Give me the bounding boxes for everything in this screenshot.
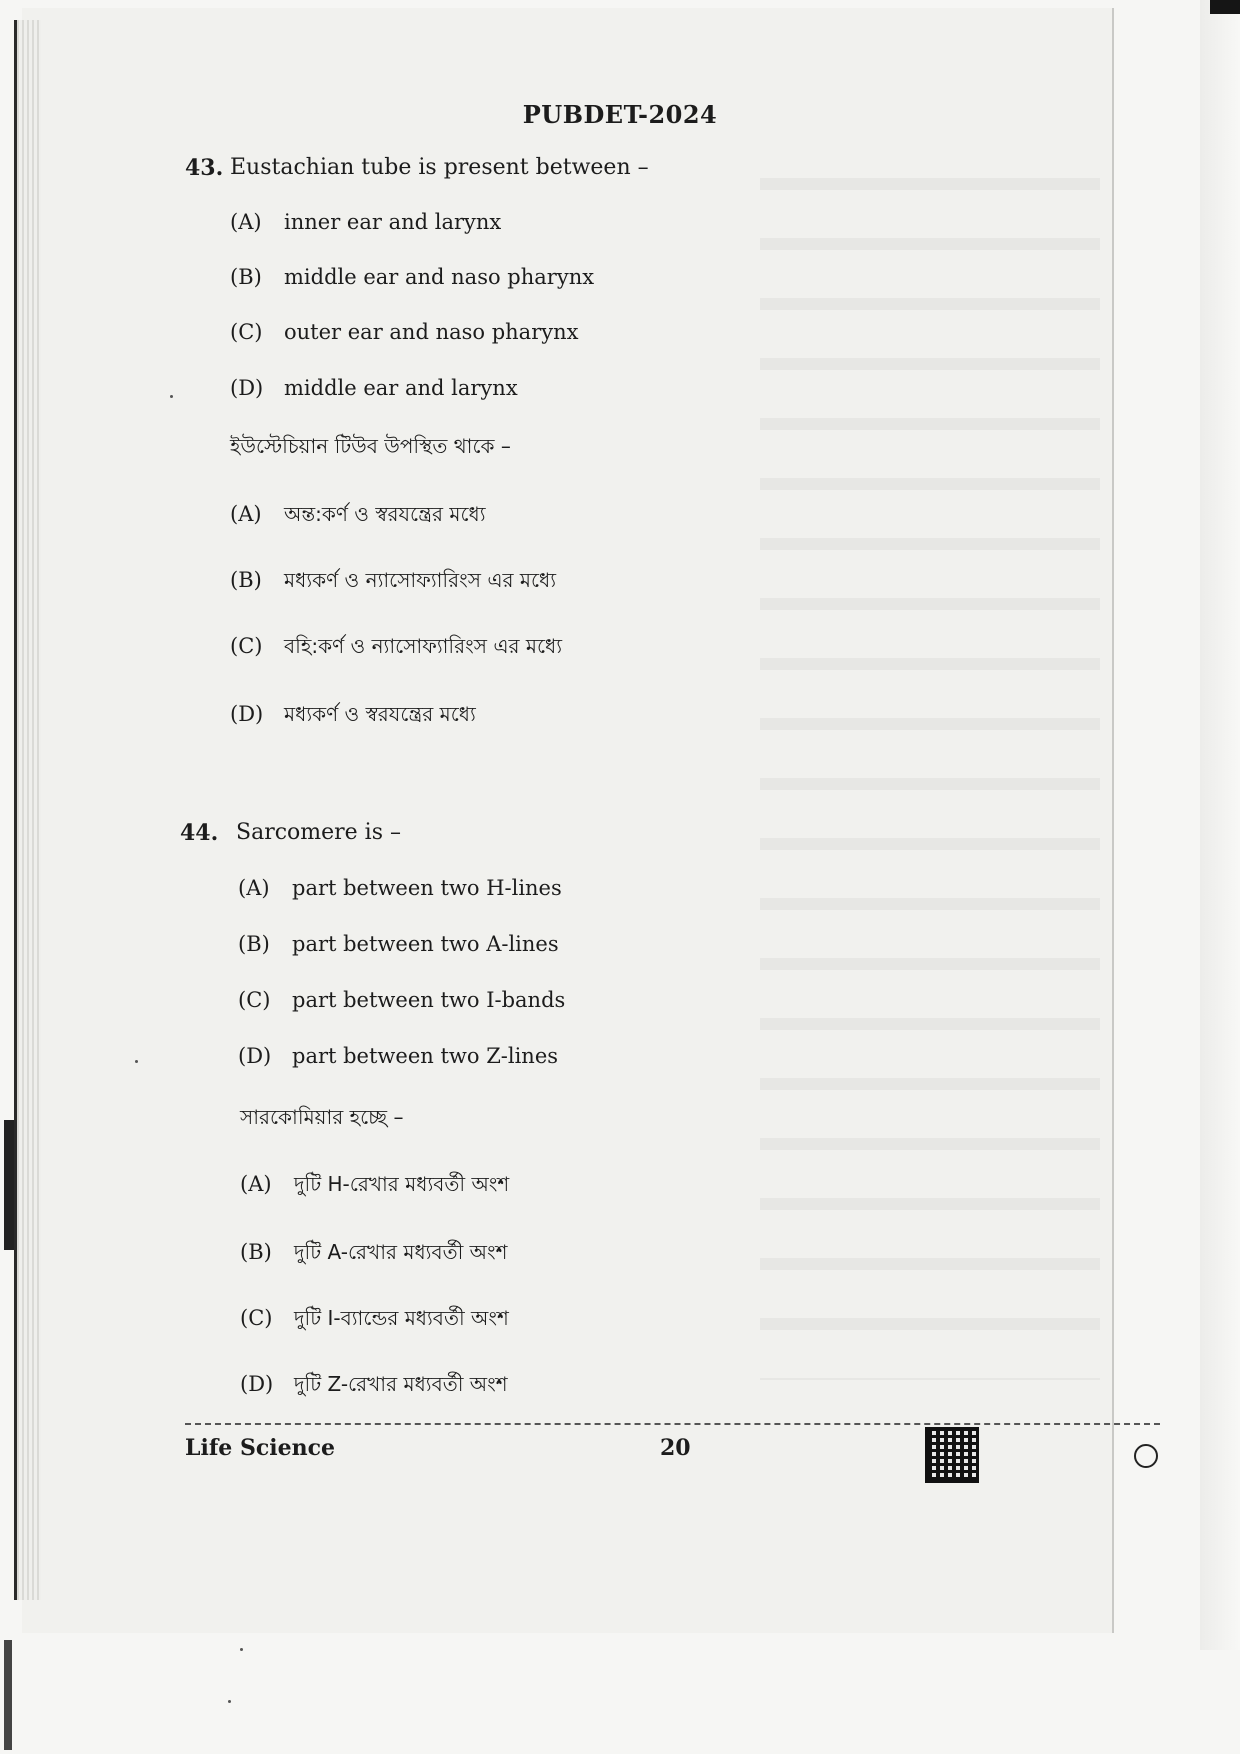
option-text: part between two Z-lines — [292, 1044, 559, 1068]
binding-mark — [4, 1120, 14, 1250]
option-label: (B) — [240, 1240, 272, 1264]
option-text: বহি:কর্ণ ও ন্যাসোফ্যারিংস এর মধ্যে — [284, 634, 563, 658]
option-label: (D) — [230, 376, 264, 400]
scan-speck — [135, 1060, 138, 1063]
qr-code-icon — [928, 1430, 976, 1480]
option — [238, 876, 562, 900]
question-text-bengali: সারকোমিয়ার হচ্ছে – — [240, 1105, 404, 1129]
adjacent-page-edge — [1200, 0, 1240, 1650]
option — [230, 210, 501, 234]
option-text: part between two A-lines — [292, 932, 559, 956]
option-text: middle ear and naso pharynx — [284, 265, 595, 289]
option-label: (C) — [238, 988, 271, 1012]
subject-name: Life Science — [185, 1435, 335, 1461]
option-label: (D) — [240, 1372, 274, 1396]
footer-divider — [185, 1423, 1160, 1425]
option-bengali — [240, 1370, 508, 1403]
option — [238, 932, 559, 956]
option-text: অন্ত:কর্ণ ও স্বরযন্ত্রের মধ্যে — [284, 502, 486, 526]
circle-mark-icon — [1134, 1444, 1158, 1468]
option-text: inner ear and larynx — [284, 210, 502, 234]
scan-speck — [240, 1648, 243, 1651]
scan-speck — [170, 395, 173, 398]
option-label: (A) — [230, 502, 262, 526]
option — [238, 988, 565, 1012]
option-text: মধ্যকর্ণ ও ন্যাসোফ্যারিংস এর মধ্যে — [284, 568, 557, 592]
question-text: Sarcomere is – — [236, 820, 401, 845]
option-label: (C) — [240, 1306, 273, 1330]
question-text-bengali: ইউস্টেচিয়ান টিউব উপস্থিত থাকে – — [230, 434, 511, 458]
option-text: দুটি H-রেখার মধ্যবর্তী অংশ — [294, 1172, 510, 1196]
option-text: part between two I-bands — [292, 988, 566, 1012]
option-text: মধ্যকর্ণ ও স্বরযন্ত্রের মধ্যে — [284, 702, 476, 726]
option — [238, 1044, 558, 1068]
option-label: (C) — [230, 320, 263, 344]
option-label: (A) — [238, 876, 270, 900]
option-label: (C) — [230, 634, 263, 658]
option-text: দুটি I-ব্যান্ডের মধ্যবর্তী অংশ — [294, 1306, 509, 1330]
question-text: Eustachian tube is present between – — [230, 155, 649, 180]
option-bengali — [240, 1304, 509, 1337]
binding-mark-lower — [4, 1640, 12, 1750]
bleed-through-text — [760, 130, 1100, 1380]
option — [230, 265, 594, 289]
option-text: middle ear and larynx — [284, 376, 518, 400]
page-stack-edges — [14, 20, 41, 1600]
option-bengali — [230, 700, 476, 733]
option-label: (D) — [238, 1044, 272, 1068]
option-bengali — [240, 1238, 507, 1271]
scan-speck — [228, 1700, 231, 1703]
option-label: (B) — [230, 265, 262, 289]
option — [230, 376, 518, 400]
option-label: (A) — [230, 210, 262, 234]
option-bengali — [230, 632, 562, 665]
option-text: part between two H-lines — [292, 876, 562, 900]
option-label: (A) — [240, 1172, 272, 1196]
option — [230, 320, 578, 344]
option-label: (B) — [238, 932, 270, 956]
question-number: 44. — [180, 820, 219, 846]
question-number: 43. — [185, 155, 224, 181]
exam-title: PUBDET-2024 — [522, 100, 718, 129]
option-text: দুটি Z-রেখার মধ্যবর্তী অংশ — [294, 1372, 508, 1396]
page-number: 20 — [660, 1435, 691, 1461]
option-label: (D) — [230, 702, 264, 726]
option-bengali — [230, 566, 556, 599]
option-bengali — [240, 1170, 509, 1203]
option-text: outer ear and naso pharynx — [284, 320, 579, 344]
option-text: দুটি A-রেখার মধ্যবর্তী অংশ — [294, 1240, 508, 1264]
option-bengali — [230, 500, 486, 533]
option-label: (B) — [230, 568, 262, 592]
